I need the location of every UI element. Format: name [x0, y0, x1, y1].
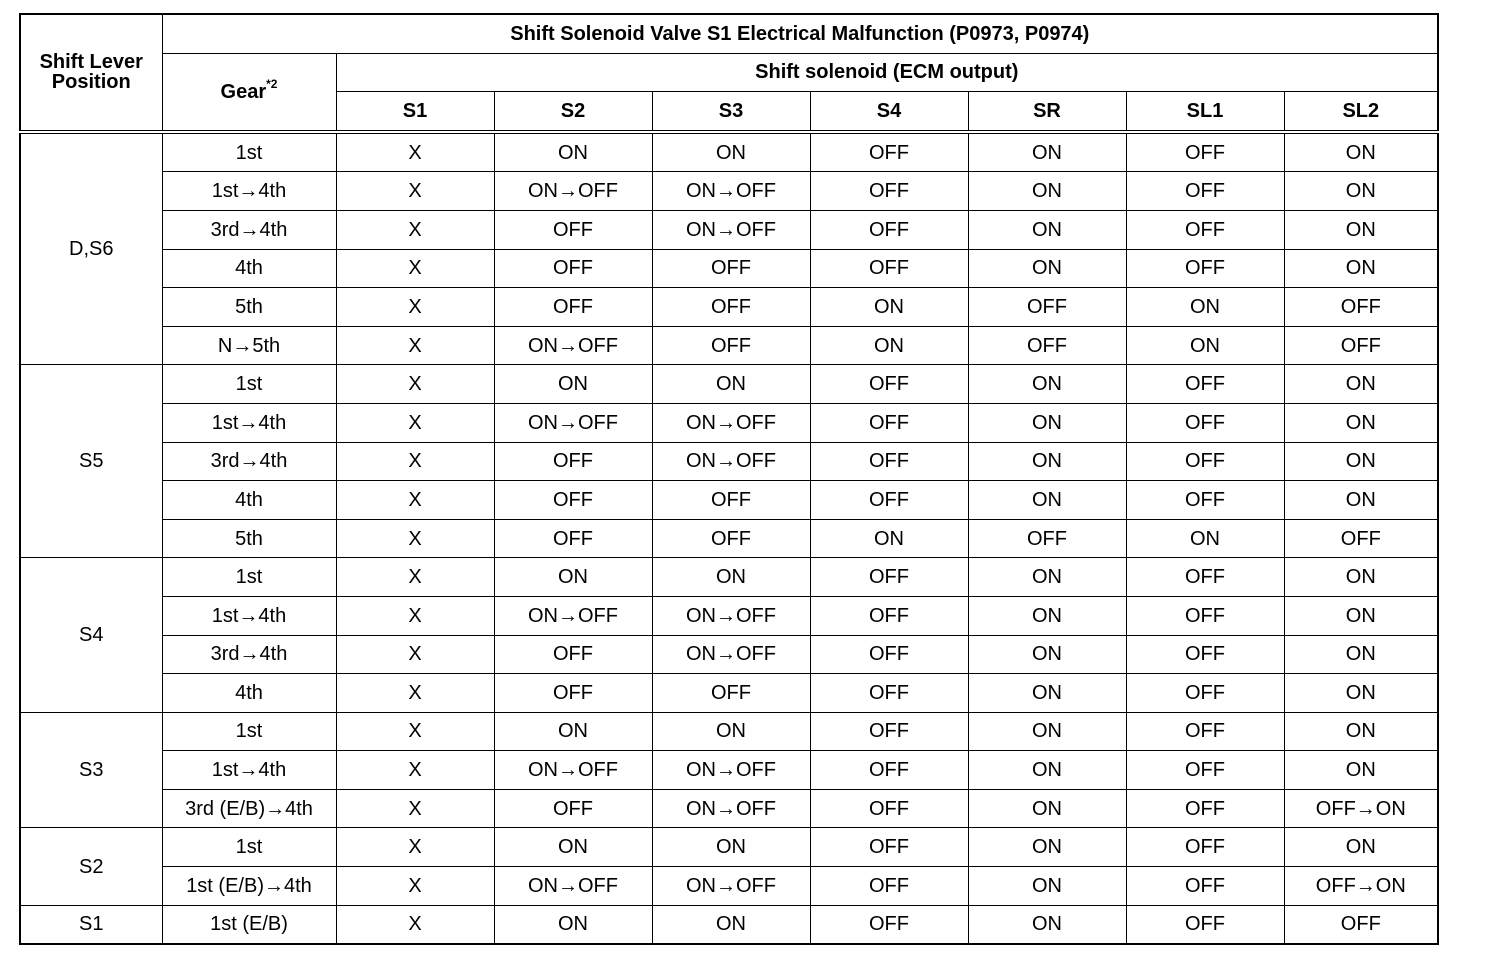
shift-lever-position-cell: S5	[20, 365, 162, 558]
solenoid-value-cell: X	[336, 789, 494, 828]
solenoid-value-cell: ON	[968, 674, 1126, 713]
solenoid-value-cell: ON	[1284, 442, 1438, 481]
solenoid-value-cell: ON→OFF	[652, 867, 810, 906]
gear-cell: 1st	[162, 828, 336, 867]
solenoid-value-cell: ON	[968, 596, 1126, 635]
table-body	[20, 132, 1438, 944]
table-row	[20, 249, 1438, 288]
solenoid-value-cell: X	[336, 519, 494, 558]
solenoid-value-cell: OFF	[494, 635, 652, 674]
solenoid-value-cell: OFF	[1126, 828, 1284, 867]
gear-cell: 1st	[162, 558, 336, 597]
solenoid-value-cell: OFF	[1126, 789, 1284, 828]
solenoid-value-cell: OFF	[1126, 132, 1284, 172]
solenoid-value-cell: X	[336, 326, 494, 365]
solenoid-value-cell: ON	[1284, 558, 1438, 597]
solenoid-value-cell: OFF→ON	[1284, 867, 1438, 906]
table-row	[20, 867, 1438, 906]
gear-header-label: Gear	[220, 80, 267, 103]
shift-lever-position-cell: S3	[20, 712, 162, 828]
gear-header	[162, 53, 336, 132]
solenoid-value-cell: ON	[1284, 674, 1438, 713]
solenoid-value-cell: OFF	[652, 481, 810, 520]
solenoid-value-cell: ON	[652, 365, 810, 404]
table-row	[20, 635, 1438, 674]
solenoid-value-cell: ON	[968, 558, 1126, 597]
column-header-sr: SR	[968, 92, 1126, 132]
solenoid-table	[19, 13, 1439, 945]
table-row	[20, 674, 1438, 713]
table-header	[20, 14, 1438, 132]
table-row	[20, 519, 1438, 558]
solenoid-value-cell: X	[336, 828, 494, 867]
solenoid-value-cell: ON→OFF	[494, 403, 652, 442]
gear-cell: 3rd→4th	[162, 442, 336, 481]
solenoid-value-cell: ON	[1284, 712, 1438, 751]
solenoid-value-cell: X	[336, 288, 494, 327]
solenoid-value-cell: X	[336, 867, 494, 906]
solenoid-value-cell: ON→OFF	[652, 751, 810, 790]
solenoid-value-cell: ON	[968, 867, 1126, 906]
solenoid-value-cell: OFF	[652, 326, 810, 365]
table-row	[20, 172, 1438, 211]
table-title: Shift Solenoid Valve S1 Electrical Malfunction (P0973, P0974)	[162, 14, 1438, 53]
solenoid-value-cell: OFF	[810, 828, 968, 867]
shift-lever-position-cell: S4	[20, 558, 162, 712]
solenoid-value-cell: OFF	[494, 789, 652, 828]
solenoid-value-cell: OFF	[810, 674, 968, 713]
solenoid-value-cell: ON	[968, 249, 1126, 288]
solenoid-value-cell: OFF	[810, 905, 968, 944]
solenoid-value-cell: X	[336, 712, 494, 751]
solenoid-value-cell: ON	[968, 905, 1126, 944]
solenoid-value-cell: OFF	[968, 326, 1126, 365]
solenoid-value-cell: OFF	[1126, 558, 1284, 597]
solenoid-value-cell: OFF	[1126, 635, 1284, 674]
gear-cell: 3rd→4th	[162, 210, 336, 249]
solenoid-value-cell: X	[336, 132, 494, 172]
solenoid-value-cell: ON	[494, 365, 652, 404]
solenoid-value-cell: OFF	[652, 519, 810, 558]
solenoid-value-cell: OFF	[1284, 326, 1438, 365]
solenoid-value-cell: OFF	[810, 249, 968, 288]
shift-lever-position-header: Shift Lever Position	[20, 14, 162, 132]
solenoid-value-cell: OFF	[810, 596, 968, 635]
solenoid-value-cell: ON	[810, 288, 968, 327]
gear-cell: 5th	[162, 288, 336, 327]
solenoid-value-cell: ON	[1284, 132, 1438, 172]
solenoid-value-cell: OFF	[1126, 905, 1284, 944]
column-header-sl2: SL2	[1284, 92, 1438, 132]
gear-cell: 3rd (E/B)→4th	[162, 789, 336, 828]
solenoid-value-cell: ON	[652, 905, 810, 944]
solenoid-value-cell: ON	[1284, 635, 1438, 674]
solenoid-value-cell: OFF	[494, 481, 652, 520]
table-row	[20, 751, 1438, 790]
solenoid-value-cell: ON	[1126, 288, 1284, 327]
solenoid-value-cell: X	[336, 249, 494, 288]
solenoid-value-cell: ON	[494, 828, 652, 867]
solenoid-value-cell: OFF	[810, 210, 968, 249]
column-header-s2: S2	[494, 92, 652, 132]
solenoid-value-cell: ON→OFF	[652, 172, 810, 211]
solenoid-value-cell: OFF	[810, 751, 968, 790]
solenoid-value-cell: ON→OFF	[494, 596, 652, 635]
solenoid-value-cell: ON	[968, 172, 1126, 211]
solenoid-value-cell: ON	[1284, 403, 1438, 442]
solenoid-value-cell: ON	[1126, 326, 1284, 365]
table-row	[20, 596, 1438, 635]
solenoid-value-cell: ON→OFF	[494, 326, 652, 365]
solenoid-value-cell: X	[336, 596, 494, 635]
solenoid-value-cell: ON	[968, 751, 1126, 790]
solenoid-value-cell: OFF	[494, 210, 652, 249]
document-sheet	[19, 13, 1437, 945]
solenoid-value-cell: ON	[494, 558, 652, 597]
solenoid-value-cell: ON	[652, 828, 810, 867]
solenoid-value-cell: ON	[968, 481, 1126, 520]
gear-cell: 1st	[162, 365, 336, 404]
gear-cell: 1st→4th	[162, 596, 336, 635]
solenoid-value-cell: OFF	[652, 249, 810, 288]
solenoid-value-cell: ON	[968, 828, 1126, 867]
solenoid-value-cell: ON	[1284, 365, 1438, 404]
solenoid-value-cell: ON	[968, 442, 1126, 481]
solenoid-value-cell: OFF	[1126, 210, 1284, 249]
solenoid-value-cell: ON	[652, 558, 810, 597]
solenoid-value-cell: ON	[968, 365, 1126, 404]
table-row	[20, 828, 1438, 867]
solenoid-value-cell: OFF	[1126, 712, 1284, 751]
solenoid-value-cell: ON→OFF	[494, 867, 652, 906]
solenoid-value-cell: OFF	[494, 674, 652, 713]
solenoid-value-cell: ON	[1284, 172, 1438, 211]
table-row	[20, 326, 1438, 365]
solenoid-value-cell: OFF	[1126, 481, 1284, 520]
solenoid-value-cell: ON→OFF	[652, 635, 810, 674]
gear-cell: 1st (E/B)	[162, 905, 336, 944]
solenoid-value-cell: ON	[810, 519, 968, 558]
solenoid-value-cell: ON→OFF	[652, 596, 810, 635]
solenoid-value-cell: ON	[1284, 249, 1438, 288]
solenoid-value-cell: OFF	[810, 558, 968, 597]
solenoid-value-cell: OFF	[810, 481, 968, 520]
solenoid-value-cell: OFF	[1284, 288, 1438, 327]
shift-lever-position-cell: D,S6	[20, 132, 162, 365]
solenoid-value-cell: ON	[1284, 751, 1438, 790]
solenoid-value-cell: X	[336, 635, 494, 674]
solenoid-value-cell: OFF	[494, 249, 652, 288]
solenoid-value-cell: OFF	[810, 635, 968, 674]
solenoid-value-cell: ON→OFF	[652, 403, 810, 442]
table-row	[20, 558, 1438, 597]
solenoid-value-cell: ON	[1284, 596, 1438, 635]
solenoid-value-cell: ON→OFF	[652, 789, 810, 828]
solenoid-value-cell: X	[336, 674, 494, 713]
table-row	[20, 789, 1438, 828]
solenoid-value-cell: ON	[652, 712, 810, 751]
solenoid-value-cell: ON	[968, 403, 1126, 442]
solenoid-value-cell: ON	[1284, 481, 1438, 520]
solenoid-value-cell: X	[336, 365, 494, 404]
solenoid-value-cell: X	[336, 210, 494, 249]
table-row	[20, 210, 1438, 249]
solenoid-value-cell: OFF	[494, 442, 652, 481]
solenoid-value-cell: OFF	[810, 442, 968, 481]
table-row	[20, 712, 1438, 751]
solenoid-value-cell: ON→OFF	[652, 210, 810, 249]
solenoid-value-cell: ON	[968, 712, 1126, 751]
solenoid-value-cell: OFF	[1126, 596, 1284, 635]
solenoid-value-cell: ON	[494, 905, 652, 944]
solenoid-value-cell: OFF	[810, 172, 968, 211]
solenoid-value-cell: X	[336, 172, 494, 211]
gear-cell: 5th	[162, 519, 336, 558]
solenoid-value-cell: ON	[968, 132, 1126, 172]
table-row	[20, 403, 1438, 442]
solenoid-value-cell: ON	[494, 132, 652, 172]
solenoid-value-cell: OFF→ON	[1284, 789, 1438, 828]
solenoid-value-cell: OFF	[652, 288, 810, 327]
solenoid-value-cell: OFF	[494, 288, 652, 327]
solenoid-value-cell: OFF	[968, 519, 1126, 558]
table-row	[20, 132, 1438, 172]
gear-cell: 1st	[162, 132, 336, 172]
solenoid-value-cell: OFF	[1126, 249, 1284, 288]
shift-lever-position-cell: S1	[20, 905, 162, 944]
solenoid-value-cell: ON	[494, 712, 652, 751]
solenoid-value-cell: OFF	[494, 519, 652, 558]
solenoid-value-cell: ON	[652, 132, 810, 172]
gear-cell: 1st→4th	[162, 751, 336, 790]
shift-lever-position-cell: S2	[20, 828, 162, 905]
solenoid-value-cell: X	[336, 751, 494, 790]
solenoid-value-cell: OFF	[1126, 403, 1284, 442]
solenoid-value-cell: ON	[968, 210, 1126, 249]
solenoid-value-cell: OFF	[810, 789, 968, 828]
solenoid-value-cell: ON	[1126, 519, 1284, 558]
solenoid-value-cell: OFF	[1284, 905, 1438, 944]
solenoid-value-cell: ON	[968, 789, 1126, 828]
gear-cell: 3rd→4th	[162, 635, 336, 674]
gear-cell: 4th	[162, 249, 336, 288]
solenoid-value-cell: X	[336, 442, 494, 481]
shift-solenoid-group-header: Shift solenoid (ECM output)	[336, 53, 1438, 92]
solenoid-value-cell: ON→OFF	[494, 172, 652, 211]
solenoid-value-cell: OFF	[1126, 751, 1284, 790]
solenoid-value-cell: ON	[1284, 210, 1438, 249]
solenoid-value-cell: X	[336, 558, 494, 597]
table-row	[20, 288, 1438, 327]
gear-cell: 1st (E/B)→4th	[162, 867, 336, 906]
solenoid-value-cell: ON	[810, 326, 968, 365]
solenoid-value-cell: OFF	[810, 365, 968, 404]
column-header-s4: S4	[810, 92, 968, 132]
solenoid-value-cell: OFF	[1126, 365, 1284, 404]
solenoid-value-cell: X	[336, 905, 494, 944]
gear-cell: 1st	[162, 712, 336, 751]
solenoid-value-cell: OFF	[810, 403, 968, 442]
solenoid-value-cell: ON→OFF	[494, 751, 652, 790]
gear-cell: 4th	[162, 674, 336, 713]
solenoid-value-cell: OFF	[968, 288, 1126, 327]
solenoid-value-cell: OFF	[652, 674, 810, 713]
solenoid-value-cell: X	[336, 481, 494, 520]
solenoid-value-cell: OFF	[1126, 172, 1284, 211]
gear-cell: N→5th	[162, 326, 336, 365]
solenoid-value-cell: OFF	[810, 712, 968, 751]
table-row	[20, 442, 1438, 481]
table-row	[20, 481, 1438, 520]
solenoid-value-cell: OFF	[1126, 867, 1284, 906]
table-row	[20, 365, 1438, 404]
solenoid-value-cell: OFF	[810, 132, 968, 172]
solenoid-value-cell: OFF	[1126, 674, 1284, 713]
gear-cell: 4th	[162, 481, 336, 520]
gear-footnote-mark: *2	[266, 77, 278, 92]
solenoid-value-cell: ON	[968, 635, 1126, 674]
column-header-s3: S3	[652, 92, 810, 132]
column-header-sl1: SL1	[1126, 92, 1284, 132]
solenoid-value-cell: ON→OFF	[652, 442, 810, 481]
solenoid-value-cell: OFF	[1126, 442, 1284, 481]
solenoid-value-cell: OFF	[1284, 519, 1438, 558]
column-header-s1: S1	[336, 92, 494, 132]
solenoid-value-cell: ON	[1284, 828, 1438, 867]
gear-cell: 1st→4th	[162, 403, 336, 442]
solenoid-value-cell: OFF	[810, 867, 968, 906]
table-row	[20, 905, 1438, 944]
gear-cell: 1st→4th	[162, 172, 336, 211]
solenoid-value-cell: X	[336, 403, 494, 442]
